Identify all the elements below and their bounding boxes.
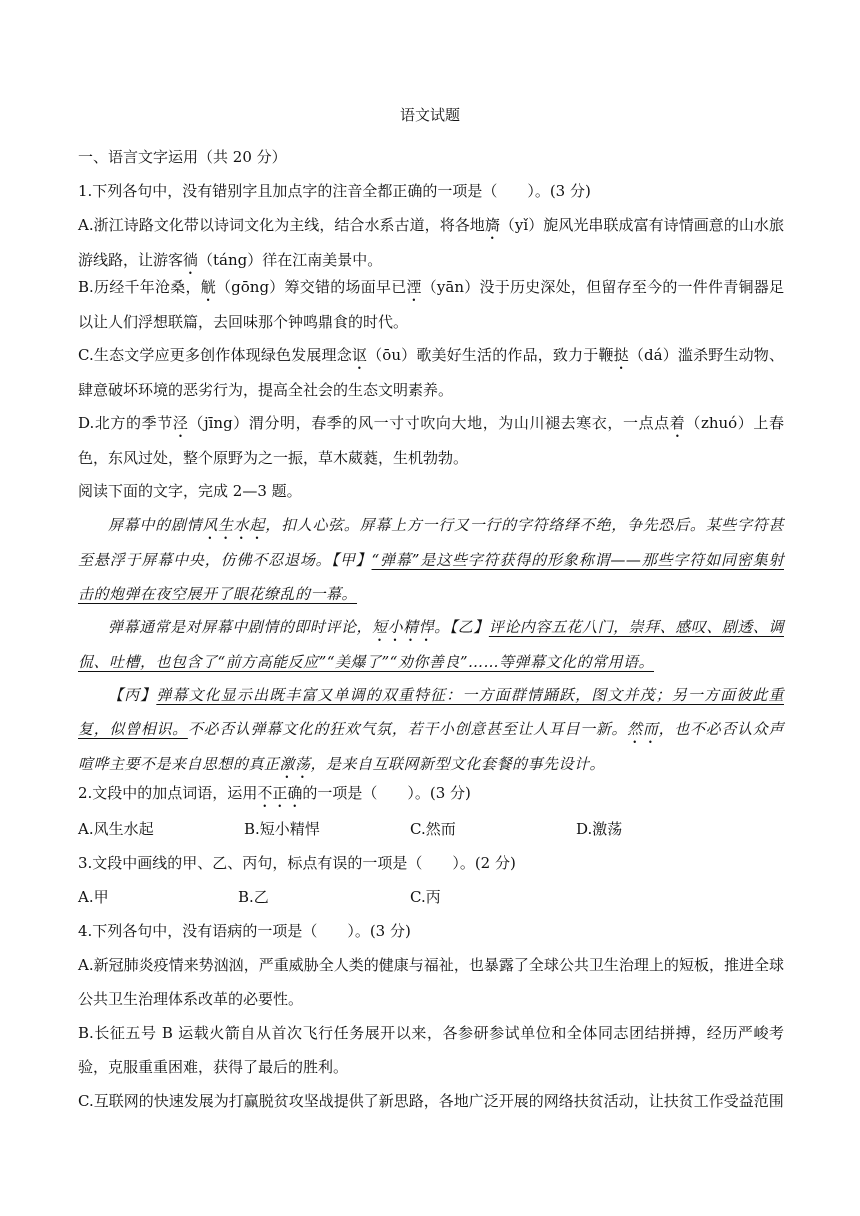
passage-paragraph-2	[78, 610, 784, 679]
passage-paragraph-1	[78, 508, 784, 611]
question-1-stem: 1.下列各句中，没有错别字且加点字的注音全都正确的一项是（ ）。(3 分)	[78, 182, 591, 200]
option-text: D.北方的季节	[78, 414, 173, 432]
underlined-sentence-yi: 评论内容五花八门，崇拜、感叹、剧透、调侃、吐槽，也包含了“前方高能反应”“美爆了”“劝你善良”……等弹幕文化的常用语。	[78, 618, 784, 671]
question-4-stem: 4.下列各句中，没有语病的一项是（ ）。(3 分)	[78, 922, 411, 940]
question-4-option-a: A.新冠肺炎疫情来势汹汹，严重威胁全人类的健康与福祉，也暴露了全球公共卫生治理上的短板，推进全球公共卫生治理体系改革的必要性。	[78, 956, 784, 1008]
option-text: （ōu）歌美好生活的作品，致力于鞭	[367, 346, 614, 364]
question-4-option-c: C.互联网的快速发展为打赢脱贫攻坚战提供了新思路，各地广泛开展的网络扶贫活动，让扶贫工作受益范围	[78, 1092, 784, 1110]
passage-text: 屏幕中的剧情	[108, 516, 203, 534]
option-text: C.生态文学应更多创作体现绿色发展理念	[78, 346, 352, 364]
option-text: （yǐ）旎风光串联成富有诗情画意的山水旅游线路，让游客	[78, 216, 784, 269]
dotted-phrase: 不正确	[257, 784, 303, 802]
question-4-option-b: B.长征五号 B 运载火箭自从首次飞行任务展开以来，各参研参试单位和全体同志团结拼搏，经历严峻考验，克服重重困难，获得了最后的胜利。	[78, 1024, 784, 1076]
passage-text: 【丙】	[108, 686, 157, 704]
option-text: A.浙江诗路文化带以诗词文化为主线，结合水系古道，将各地	[78, 216, 485, 234]
passage-text: ，是来自互联网新型文化套餐的事先设计。	[310, 755, 606, 773]
question-1-option-d	[78, 406, 784, 475]
question-1-option-a	[78, 208, 784, 278]
option-d: D.激荡	[576, 820, 623, 838]
dotted-phrase: 然而	[627, 720, 659, 738]
question-3-options	[78, 880, 784, 914]
option-c: C.然而	[410, 820, 456, 838]
dotted-char: 湮	[406, 278, 422, 296]
option-text: （dá）滥杀野生动物、肆意破坏环境的恶劣行为，提高全社会的生态文明素养。	[78, 346, 784, 399]
dotted-phrase: 短小精悍	[372, 618, 435, 636]
passage-text: 不必否认弹幕文化的狂欢气氛，若干小创意甚至让人耳目一新。	[187, 720, 628, 738]
dotted-char: 挞	[613, 346, 629, 364]
option-text: （yān）没于历史深处，但留存至今的一件件青铜器足以让人们浮想联篇，去回味那个钟鸣鼎食的时代。	[78, 278, 784, 331]
option-text: （zhuó）上春色，东风过处，整个原野为之一振，草木葳蕤，生机勃勃。	[78, 414, 784, 467]
option-b: B.短小精悍	[244, 820, 320, 838]
option-b: B.乙	[238, 888, 269, 906]
reading-instruction: 阅读下面的文字，完成 2—3 题。	[78, 482, 302, 500]
stem-text: 2.文段中的加点词语，运用	[78, 784, 258, 802]
question-1-option-b	[78, 270, 784, 339]
question-2-stem	[78, 776, 784, 811]
dotted-char: 徜	[183, 251, 199, 269]
dotted-phrase: 激荡	[279, 755, 311, 773]
passage-text: ，扣人心弦。屏幕上方一行又一行的字符络绎不绝，争先恐后。某些字符甚至悬浮于屏幕中央，仿佛不忍退场。【甲】	[78, 516, 784, 569]
section-heading: 一、语言文字运用（共 20 分）	[78, 148, 287, 166]
stem-text: 的一项是（ ）。(3 分)	[302, 784, 471, 802]
dotted-char: 讴	[351, 346, 368, 364]
option-a: A.风生水起	[78, 820, 154, 838]
option-text: B.历经千年沧桑，	[78, 278, 201, 296]
page-title: 语文试题	[399, 106, 460, 124]
underlined-sentence-jia: “弹幕”是这些字符获得的形象称谓——那些字符如同密集射击的炮弹在夜空展开了眼花缭乱的一幕。	[78, 551, 784, 603]
option-a: A.甲	[78, 888, 109, 906]
passage-paragraph-3	[78, 678, 784, 782]
passage-text: 弹幕通常是对屏幕中剧情的即时评论，	[108, 618, 373, 636]
passage-text: 。【乙】	[434, 618, 489, 636]
dotted-char: 着	[669, 414, 686, 432]
question-2-options	[78, 812, 784, 846]
underlined-sentence-bing: 弹幕文化显示出既丰富又单调的双重特征：一方面群情踊跃，图文并茂；另一方面彼此重复，似曾相识。	[78, 686, 784, 738]
option-text: （gōng）筹交错的场面早已	[215, 278, 407, 296]
dotted-char: 泾	[172, 414, 189, 432]
question-3-stem: 3.文段中画线的甲、乙、丙句，标点有误的一项是（ ）。(2 分)	[78, 854, 516, 872]
option-c: C.丙	[410, 888, 441, 906]
dotted-phrase: 风生水起	[202, 516, 266, 534]
dotted-char: 旖	[484, 216, 500, 234]
question-1-option-c	[78, 338, 784, 407]
dotted-char: 觥	[200, 278, 216, 296]
passage-text: ，也不必否认众声喧哗主要不是来自思想的真正	[78, 720, 784, 773]
option-text: （táng）徉在江南美景中。	[198, 251, 383, 269]
option-text: （jīng）渭分明，春季的风一寸寸吹向大地，为山川褪去寒衣，一点点	[188, 414, 670, 432]
